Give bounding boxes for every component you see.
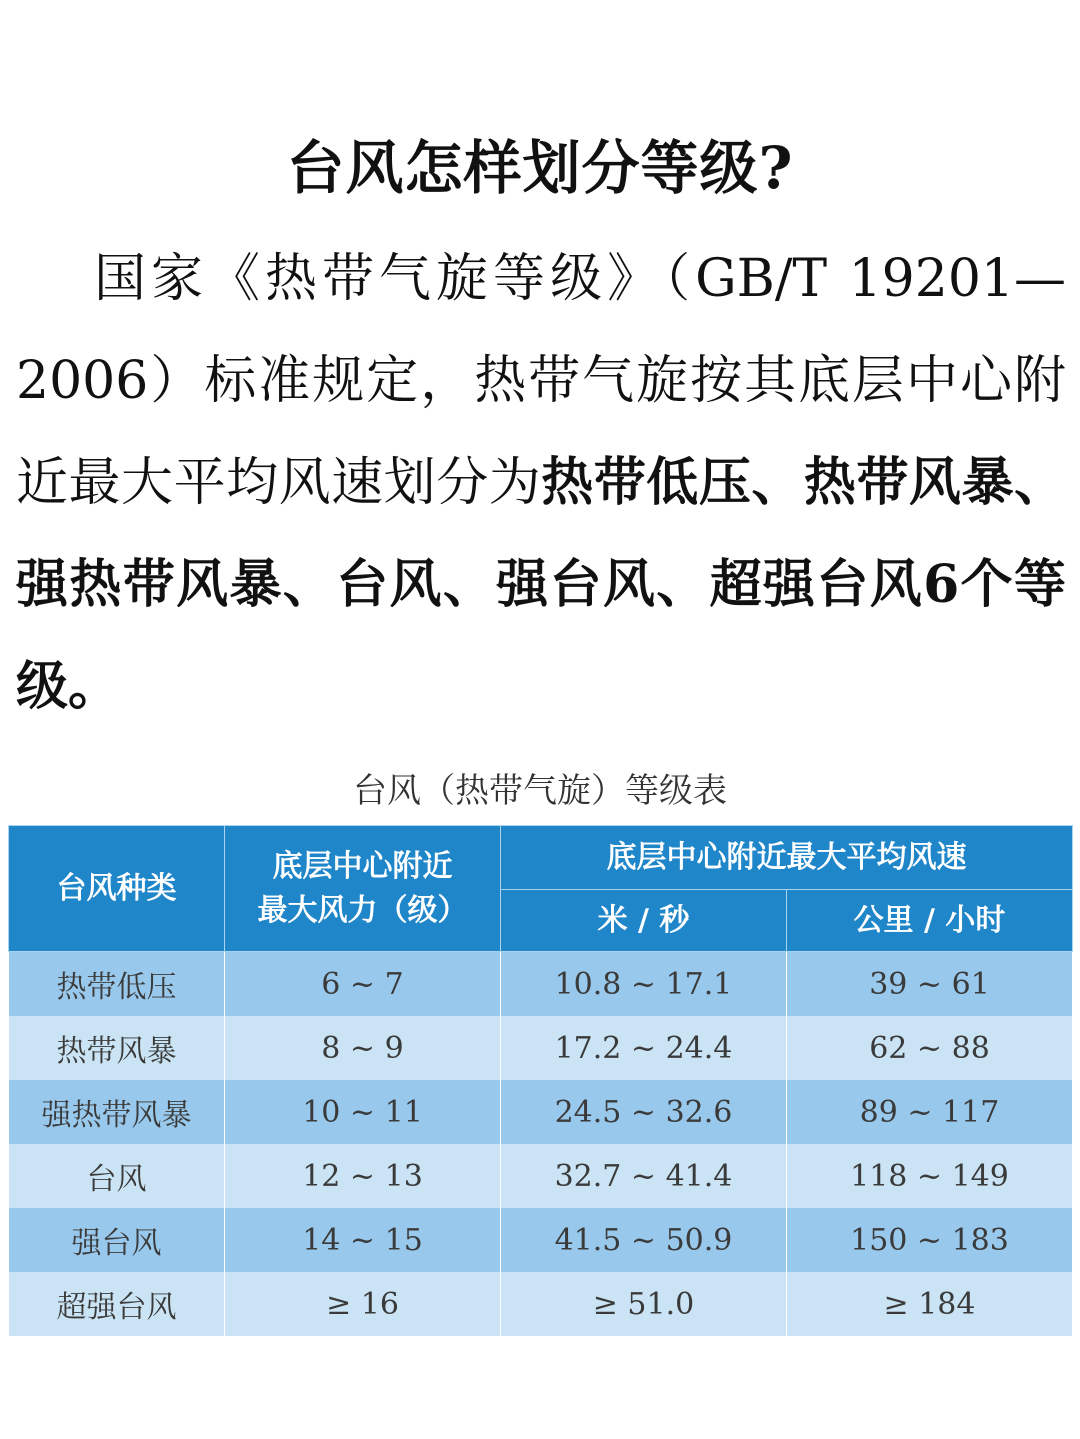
cell-type: 超强台风 [9,1272,225,1336]
cell-force: 8 ~ 9 [225,1016,501,1080]
intro-paragraph [16,228,1066,738]
cell-force: 14 ~ 15 [225,1208,501,1272]
cell-kmh: 89 ~ 117 [787,1080,1073,1144]
cell-type: 热带风暴 [9,1016,225,1080]
cell-mps: 10.8 ~ 17.1 [501,952,787,1017]
table-caption: 台风（热带气旋）等级表 [353,771,727,811]
cell-mps: 32.7 ~ 41.4 [501,1144,787,1208]
header-type: 台风种类 [9,826,225,952]
table-row [9,1080,1073,1144]
intro-text: 国家《热带气旋等级》（GB/T 19201—2006）标准规定，热带气旋按其底层中心附近最大平均风速划分为 [16,249,1066,513]
cell-force: 12 ~ 13 [225,1144,501,1208]
header-force [225,826,501,952]
cell-mps: 41.5 ~ 50.9 [501,1208,787,1272]
header-force-line2: 最大风力（级） [257,892,468,928]
cell-kmh: ≥ 184 [787,1272,1073,1336]
table-row [9,952,1073,1017]
cell-kmh: 39 ~ 61 [787,952,1073,1017]
table-row [9,1272,1073,1336]
cell-type: 热带低压 [9,952,225,1017]
cell-kmh: 150 ~ 183 [787,1208,1073,1272]
header-force-line1: 底层中心附近 [272,848,453,884]
header-kmh: 公里 / 小时 [787,890,1073,952]
table-row [9,1208,1073,1272]
cell-kmh: 118 ~ 149 [787,1144,1073,1208]
cell-force: ≥ 16 [225,1272,501,1336]
cell-type: 台风 [9,1144,225,1208]
cell-mps: ≥ 51.0 [501,1272,787,1336]
table-row [9,1016,1073,1080]
header-mps: 米 / 秒 [501,890,787,952]
cell-mps: 24.5 ~ 32.6 [501,1080,787,1144]
table-row [9,1144,1073,1208]
cell-kmh: 62 ~ 88 [787,1016,1073,1080]
cell-type: 强热带风暴 [9,1080,225,1144]
grades-highlight: 热带低压、热带风暴、强热带风暴、台风、强台风、超强台风6个等级。 [16,452,1066,717]
cell-force: 6 ~ 7 [225,952,501,1017]
cell-type: 强台风 [9,1208,225,1272]
typhoon-grade-table [8,825,1073,1336]
header-speed-group: 底层中心附近最大平均风速 [501,826,1073,890]
page-title: 台风怎样划分等级? [286,134,794,202]
cell-force: 10 ~ 11 [225,1080,501,1144]
cell-mps: 17.2 ~ 24.4 [501,1016,787,1080]
